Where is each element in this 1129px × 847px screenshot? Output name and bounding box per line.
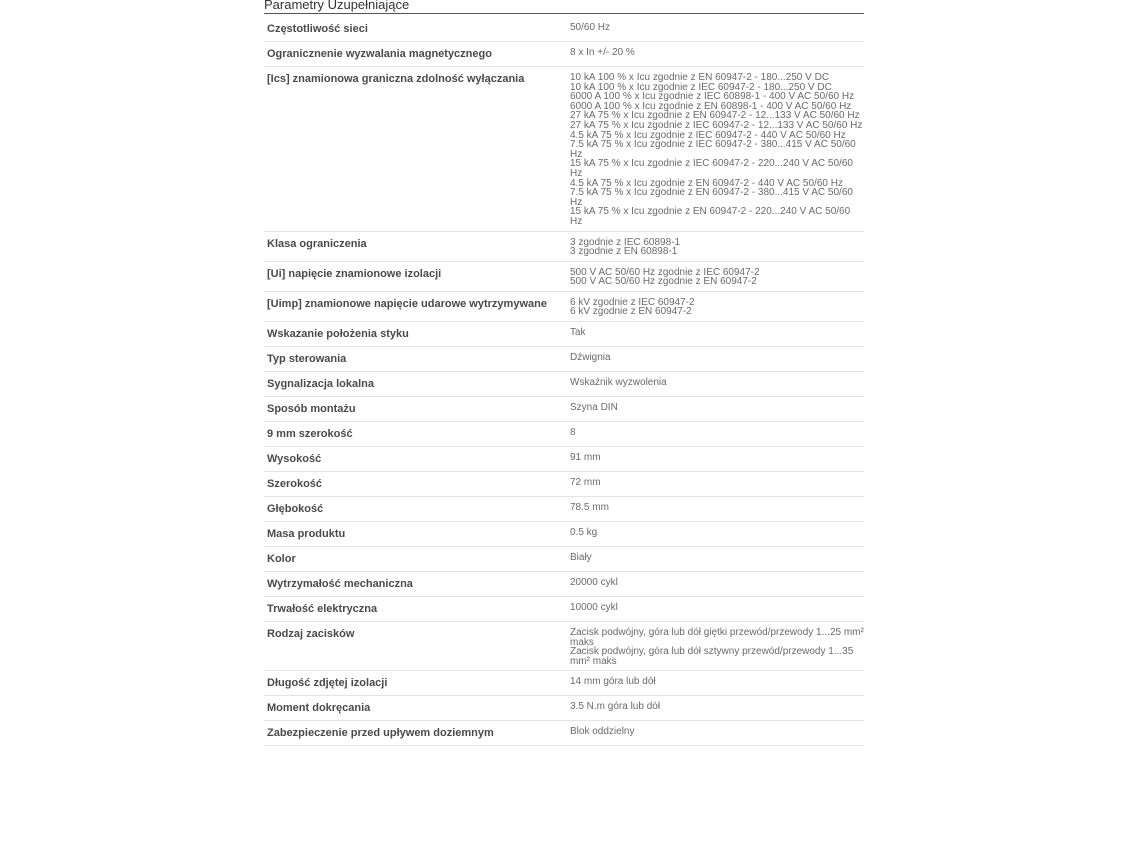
spec-label: Typ sterowania — [264, 347, 567, 372]
spec-row — [264, 372, 864, 397]
spec-row — [264, 397, 864, 422]
spec-row — [264, 497, 864, 522]
spec-label: [Uimp] znamionowe napięcie udarowe wytrzymywane — [264, 291, 567, 321]
spec-label: Częstotliwość sieci — [264, 17, 567, 42]
spec-value — [567, 572, 864, 597]
spec-row — [264, 522, 864, 547]
spec-row — [264, 447, 864, 472]
spec-row — [264, 721, 864, 746]
spec-value-line: 3 zgodnie z IEC 60898-1 — [570, 236, 681, 248]
spec-label: Trwałość elektryczna — [264, 597, 567, 622]
spec-label: Moment dokręcania — [264, 696, 567, 721]
spec-value-line: 7.5 kA 75 % x Icu zgodnie z EN 60947-2 - 380...415 V AC 50/60 Hz — [570, 187, 853, 208]
spec-value-line: 6 kV zgodnie z IEC 60947-2 — [570, 296, 695, 308]
section-title: Parametry Uzupełniające — [264, 0, 864, 14]
spec-value-line: Dźwignia — [570, 352, 611, 364]
spec-value-line: 7.5 kA 75 % x Icu zgodnie z IEC 60947-2 - 380...415 V AC 50/60 Hz — [570, 139, 856, 160]
spec-value — [567, 291, 864, 321]
spec-value-line: 10000 cykl — [570, 602, 618, 614]
spec-value-line: 500 V AC 50/60 Hz zgodnie z IEC 60947-2 — [570, 266, 760, 278]
spec-value — [567, 372, 864, 397]
spec-table-body — [264, 17, 864, 746]
spec-value — [567, 17, 864, 42]
spec-label: [Ui] napięcie znamionowe izolacji — [264, 261, 567, 291]
spec-row — [264, 422, 864, 447]
spec-value — [567, 472, 864, 497]
spec-value-line: 4.5 kA 75 % x Icu zgodnie z EN 60947-2 - 440 V AC 50/60 Hz — [570, 177, 843, 189]
spec-value — [567, 671, 864, 696]
spec-value — [567, 597, 864, 622]
spec-row — [264, 572, 864, 597]
spec-value-line: Zacisk podwójny, góra lub dół giętki przewód/przewody 1...25 mm² maks — [570, 627, 864, 648]
spec-row — [264, 547, 864, 572]
spec-value — [567, 497, 864, 522]
spec-value — [567, 447, 864, 472]
spec-row — [264, 347, 864, 372]
spec-value — [567, 67, 864, 232]
spec-value-line: 20000 cykl — [570, 577, 618, 589]
spec-value-line: 72 mm — [570, 477, 601, 489]
spec-value-line: 500 V AC 50/60 Hz zgodnie z EN 60947-2 — [570, 276, 757, 288]
spec-value-line: 4.5 kA 75 % x Icu zgodnie z IEC 60947-2 - 440 V AC 50/60 Hz — [570, 129, 846, 141]
spec-label: Klasa ograniczenia — [264, 231, 567, 261]
spec-value — [567, 721, 864, 746]
spec-value — [567, 622, 864, 671]
spec-row — [264, 291, 864, 321]
spec-value-line: 14 mm góra lub dół — [570, 676, 656, 688]
spec-value-line: Biały — [570, 552, 592, 564]
spec-value-line: 27 kA 75 % x Icu zgodnie z EN 60947-2 - 12...133 V AC 50/60 Hz — [570, 110, 860, 122]
spec-row — [264, 261, 864, 291]
spec-value — [567, 42, 864, 67]
spec-value-line: 6 kV zgodnie z EN 60947-2 — [570, 306, 692, 318]
spec-row — [264, 17, 864, 42]
spec-row — [264, 597, 864, 622]
spec-value — [567, 696, 864, 721]
spec-label: Wskazanie położenia styku — [264, 322, 567, 347]
spec-value-line: 10 kA 100 % x Icu zgodnie z EN 60947-2 - 180...250 V DC — [570, 72, 830, 83]
spec-row — [264, 322, 864, 347]
spec-label: Szerokość — [264, 472, 567, 497]
spec-row — [264, 696, 864, 721]
spec-value-line: Blok oddzielny — [570, 726, 635, 738]
spec-value-line: 91 mm — [570, 452, 601, 464]
spec-label: Wysokość — [264, 447, 567, 472]
spec-value-line: 6000 A 100 % x Icu zgodnie z EN 60898-1 - 400 V AC 50/60 Hz — [570, 100, 852, 112]
spec-value-line: 78.5 mm — [570, 502, 609, 514]
spec-value-line: Zacisk podwójny, góra lub dół sztywny przewód/przewody 1...35 mm² maks — [570, 646, 854, 667]
spec-row — [264, 472, 864, 497]
spec-value-line: 0.5 kg — [570, 527, 598, 539]
spec-value-line: 3.5 N.m góra lub dół — [570, 701, 661, 713]
spec-value-line: 3 zgodnie z EN 60898-1 — [570, 246, 678, 258]
spec-value — [567, 261, 864, 291]
spec-table — [264, 17, 864, 746]
spec-row — [264, 67, 864, 232]
spec-label: Zabezpieczenie przed upływem doziemnym — [264, 721, 567, 746]
spec-value-line: 15 kA 75 % x Icu zgodnie z EN 60947-2 - 220...240 V AC 50/60 Hz — [570, 206, 851, 227]
spec-value-line: Tak — [570, 327, 586, 339]
spec-value — [567, 547, 864, 572]
spec-label: Kolor — [264, 547, 567, 572]
spec-label: Ogranicznenie wyzwalania magnetycznego — [264, 42, 567, 67]
spec-value — [567, 347, 864, 372]
spec-label: [Ics] znamionowa graniczna zdolność wyłączania — [264, 67, 567, 232]
spec-label: Masa produktu — [264, 522, 567, 547]
spec-label: Rodzaj zacisków — [264, 622, 567, 671]
spec-value — [567, 522, 864, 547]
spec-row — [264, 622, 864, 671]
spec-label: Długość zdjętej izolacji — [264, 671, 567, 696]
spec-value-line: Wskaźnik wyzwolenia — [570, 377, 667, 389]
spec-label: 9 mm szerokość — [264, 422, 567, 447]
spec-value-line: 50/60 Hz — [570, 22, 611, 33]
spec-label: Wytrzymałość mechaniczna — [264, 572, 567, 597]
spec-label: Sposób montażu — [264, 397, 567, 422]
spec-row — [264, 42, 864, 67]
spec-row — [264, 671, 864, 696]
spec-value-line: 15 kA 75 % x Icu zgodnie z IEC 60947-2 - 220...240 V AC 50/60 Hz — [570, 158, 853, 179]
spec-value-line: 6000 A 100 % x Icu zgodnie z IEC 60898-1 - 400 V AC 50/60 Hz — [570, 91, 855, 103]
spec-value-line: 27 kA 75 % x Icu zgodnie z IEC 60947-2 - 12...133 V AC 50/60 Hz — [570, 119, 863, 131]
spec-value-line: 8 — [570, 427, 576, 439]
spec-value-line: Szyna DIN — [570, 402, 618, 414]
spec-value — [567, 231, 864, 261]
spec-value — [567, 322, 864, 347]
spec-value — [567, 422, 864, 447]
spec-value — [567, 397, 864, 422]
spec-value-line: 10 kA 100 % x Icu zgodnie z IEC 60947-2 - 180...250 V DC — [570, 81, 832, 93]
spec-label: Głębokość — [264, 497, 567, 522]
spec-label: Sygnalizacja lokalna — [264, 372, 567, 397]
spec-value-line: 8 x In +/- 20 % — [570, 47, 635, 58]
spec-row — [264, 231, 864, 261]
